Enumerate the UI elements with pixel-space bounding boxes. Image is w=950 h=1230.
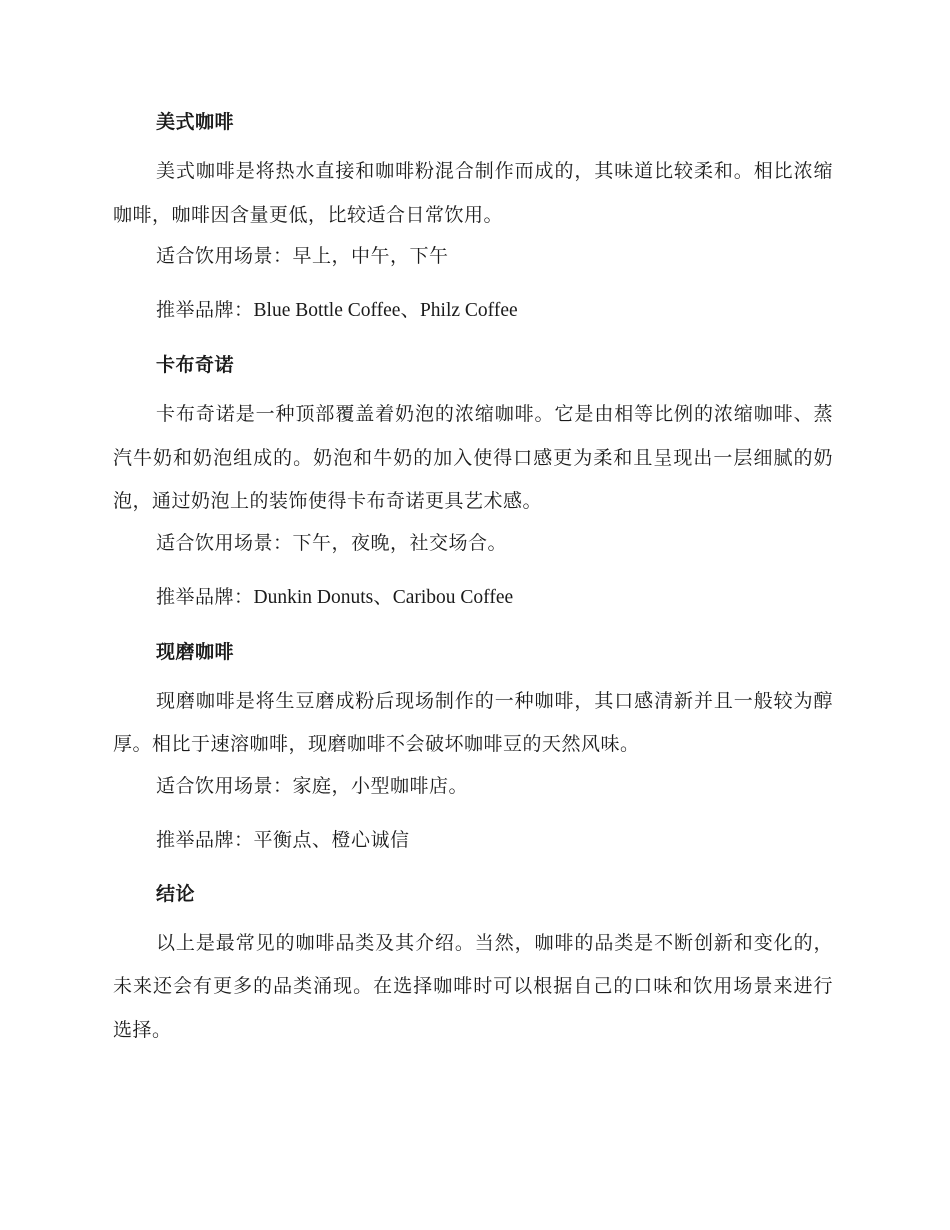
section-paragraph: 现磨咖啡是将生豆磨成粉后现场制作的一种咖啡，其口感清新并且一般较为醇厚。相比于速溶咖啡，现磨咖啡不会破坏咖啡豆的天然风味。: [113, 689, 833, 755]
section-title: 现磨咖啡: [156, 640, 235, 663]
scene-label: 适合饮用场景：: [156, 531, 293, 554]
brand-label: 推举品牌：: [156, 585, 254, 608]
section-title: 卡布奇诺: [156, 354, 235, 376]
brand-value: 平衡点、橙心诚信: [253, 828, 410, 851]
scene-line: [113, 772, 833, 800]
conclusion-paragraph: 以上是最常见的咖啡品类及其介绍。当然，咖啡的品类是不断创新和变化的，未来还会有更多的品类涌现。在选择咖啡时可以根据自己的口味和饮用场景来进行选择。: [113, 931, 833, 1041]
section-americano: [113, 108, 833, 325]
scene-line: [113, 529, 833, 557]
brand-label: 推举品牌：: [156, 828, 254, 851]
scene-value: 早上，中午，下午: [292, 245, 449, 267]
scene-value: 家庭，小型咖啡店。: [292, 774, 469, 797]
brand-value: Dunkin Donuts、Caribou Coffee: [253, 586, 514, 608]
brand-line: [113, 583, 833, 612]
section-title: 结论: [156, 882, 196, 905]
section-paragraph: 美式咖啡是将热水直接和咖啡粉混合制作而成的，其味道比较柔和。相比浓缩咖啡，咖啡因含量更低，比较适合日常饮用。: [113, 160, 833, 226]
scene-value: 下午，夜晚，社交场合。: [292, 531, 508, 554]
section-fresh-ground: [113, 638, 833, 854]
scene-label: 适合饮用场景：: [156, 774, 293, 797]
section-cappuccino: [113, 351, 833, 612]
scene-label: 适合饮用场景：: [156, 245, 293, 267]
document-page: [113, 108, 833, 1057]
section-title: 美式咖啡: [156, 111, 235, 133]
section-conclusion: [113, 880, 833, 1053]
section-paragraph: 卡布奇诺是一种顶部覆盖着奶泡的浓缩咖啡。它是由相等比例的浓缩咖啡、蒸汽牛奶和奶泡组成的。奶泡和牛奶的加入使得口感更为柔和且呈现出一层细腻的奶泡，通过奶泡上的装饰使得卡布奇诺更具艺术感。: [113, 403, 833, 512]
brand-label: 推举品牌：: [156, 299, 254, 321]
brand-line: [113, 826, 833, 854]
brand-line: [113, 296, 833, 325]
scene-line: [113, 242, 833, 270]
brand-value: Blue Bottle Coffee、Philz Coffee: [253, 300, 518, 321]
